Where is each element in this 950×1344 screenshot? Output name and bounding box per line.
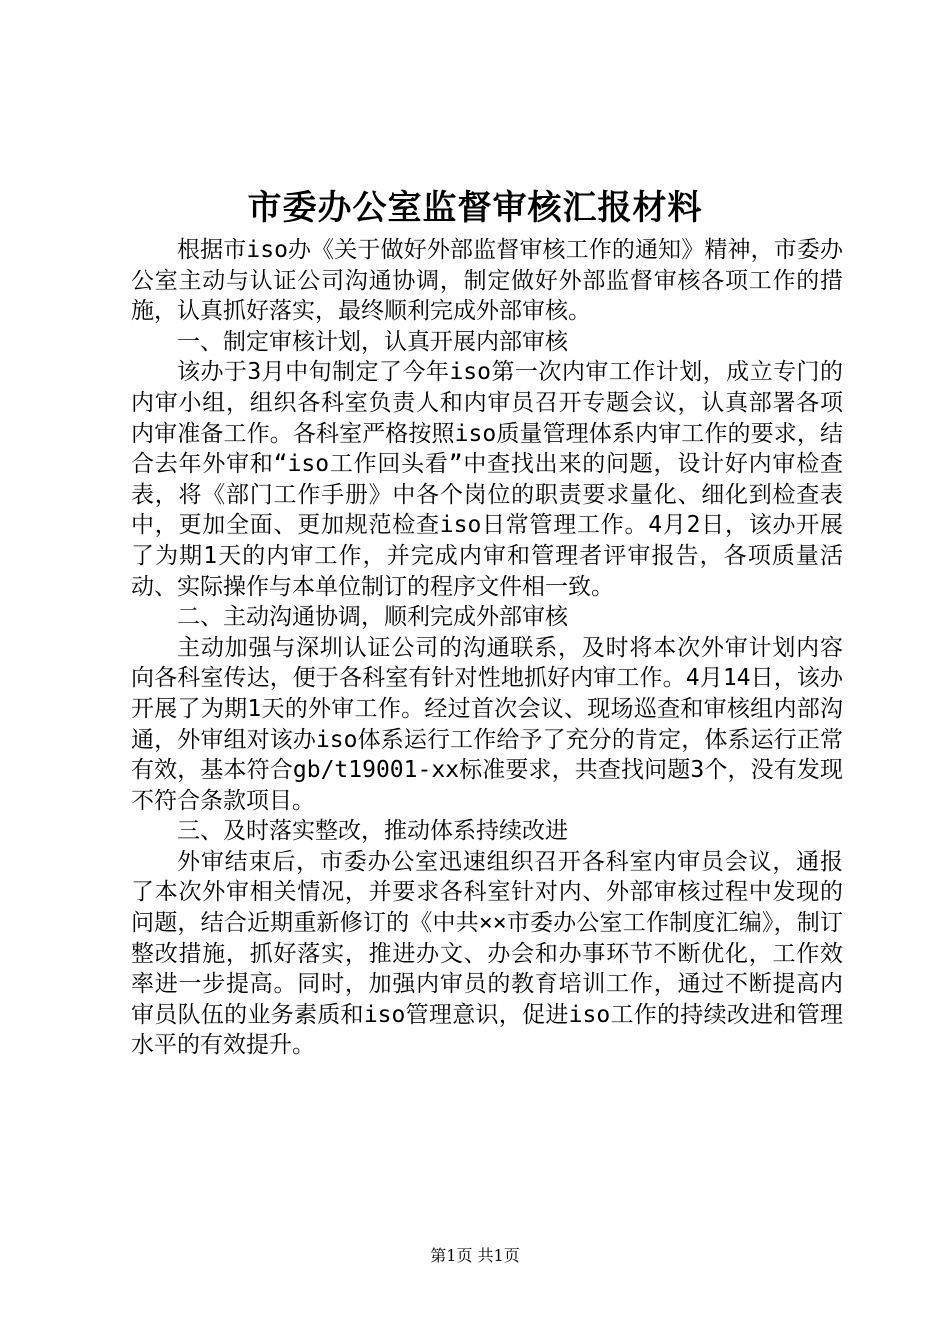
section-heading-3: 三、及时落实整改，推动体系持续改进 (177, 818, 568, 845)
section-heading-1: 一、制定审核计划，认真开展内部审核 (177, 328, 568, 355)
page-number-footer: 第1页 共1页 (430, 1246, 520, 1265)
section-heading-2: 二、主动沟通协调，顺利完成外部审核 (177, 604, 568, 631)
paragraph-intro: 根据市iso办《关于做好外部监督审核工作的通知》精神，市委办公室主动与认证公司沟通协调，制定做好外部监督审核各项工作的措施，认真抓好落实，最终顺利完成外部审核。 (131, 237, 843, 325)
paragraph-section-1: 该办于3月中旬制定了今年iso第一次内审工作计划，成立专门的内审小组，组织各科室负责人和内审员召开专题会议，认真部署各项内审准备工作。各科室严格按照iso质量管理体系内审工作的要求，结合去年外审和“iso工作回头看”中查找出来的问题，设计好内审检查表，将《部门工作手册》中各个岗位的职责要求量化、细化到检查表中，更加全面、更加规范检查iso日常管理工作。4月2日，该办开展了为期1天的内审工作，并完成内审和管理者评审报告，各项质量活动、实际操作与本单位制订的程序文件相一致。 (131, 359, 843, 600)
paragraph-section-2: 主动加强与深圳认证公司的沟通联系，及时将本次外审计划内容向各科室传达，便于各科室有针对性地抓好内审工作。4月14日，该办开展了为期1天的外审工作。经过首次会议、现场巡查和审核组内部沟通，外审组对该办iso体系运行工作给予了充分的肯定，体系运行正常有效，基本符合gb/t19001-xx标准要求，共查找问题3个，没有发现不符合条款项目。 (131, 634, 843, 814)
document-title: 市委办公室监督审核汇报材料 (247, 188, 703, 228)
paragraph-section-3: 外审结束后，市委办公室迅速组织召开各科室内审员会议，通报了本次外审相关情况，并要求各科室针对内、外部审核过程中发现的问题，结合近期重新修订的《中共××市委办公室工作制度汇编》，制订整改措施，抓好落实，推进办文、办会和办事环节不断优化，工作效率进一步提高。同时，加强内审员的教育培训工作，通过不断提高内审员队伍的业务素质和iso管理意识，促进iso工作的持续改进和管理水平的有效提升。 (131, 848, 843, 1059)
document-body (131, 235, 843, 1061)
